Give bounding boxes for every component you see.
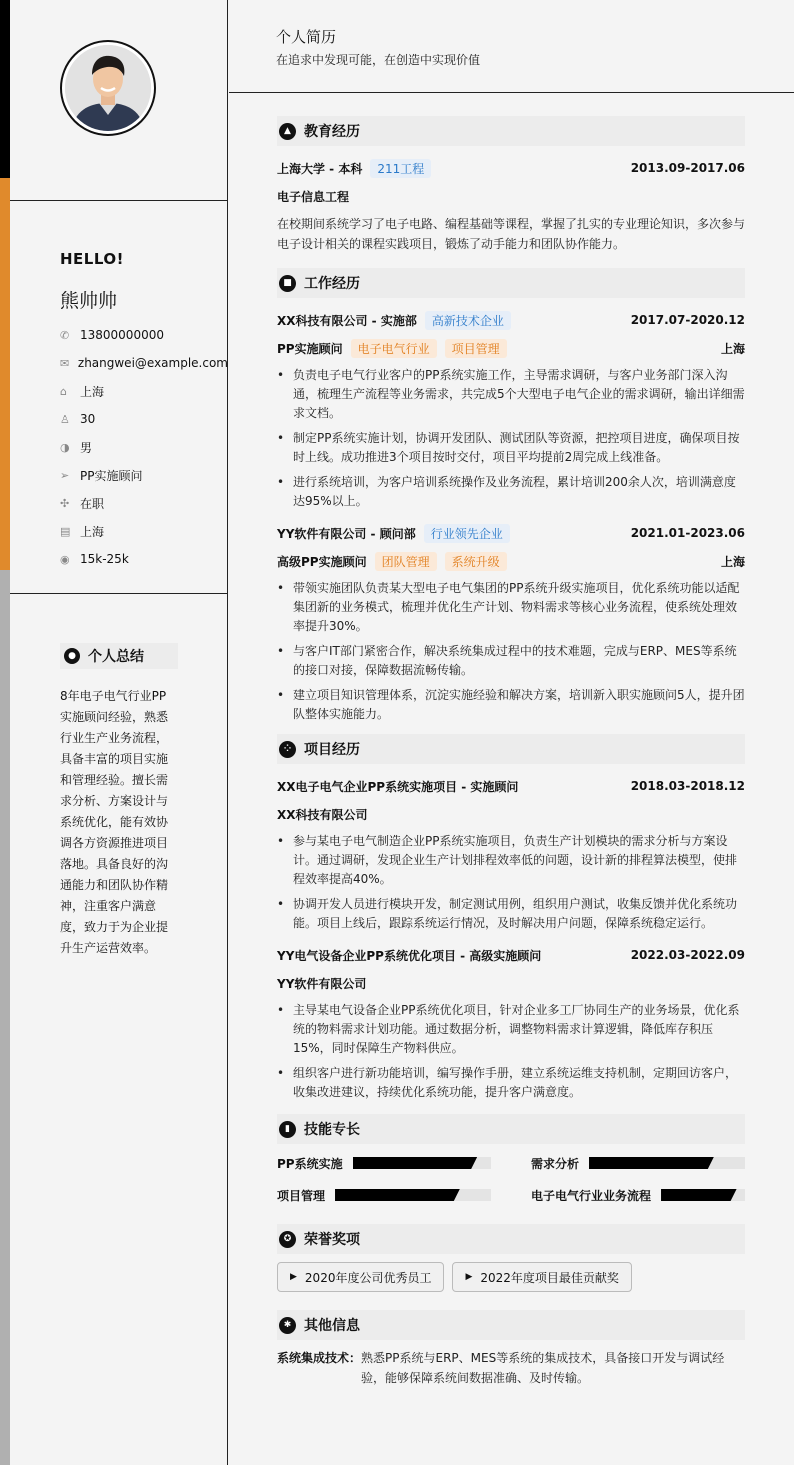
info-value: 在职 bbox=[80, 496, 105, 511]
school-tag: 211工程 bbox=[370, 159, 431, 178]
job-icon: ➢ bbox=[60, 468, 70, 482]
other-value: 熟悉PP系统与ERP、MES等系统的集成技术，具备接口开发与调试经验，能够保障系统间数据准确、及时传输。 bbox=[361, 1351, 725, 1385]
award-badge bbox=[277, 1262, 444, 1292]
education-date: 2013.09-2017.06 bbox=[630, 161, 745, 175]
school-name: 上海大学 - 本科 bbox=[277, 161, 363, 176]
hello-heading: HELLO! bbox=[60, 250, 124, 268]
major: 电子信息工程 bbox=[277, 189, 350, 204]
other-header bbox=[277, 1310, 745, 1340]
skills-title: 技能专长 bbox=[304, 1122, 360, 1138]
info-value: 上海 bbox=[80, 524, 105, 539]
project-company: YY软件有限公司 bbox=[277, 976, 367, 991]
award-label: 2022年度项目最佳贡献奖 bbox=[480, 1270, 619, 1285]
list-item: • 负责电子电气行业客户的PP系统实施工作，主导需求调研，与客户业务部门深入沟通，梳理生产流程等业务需求，共完成5个大型电子电气企业的需求调研，输出详细需求文档。 bbox=[277, 366, 745, 423]
summary-header bbox=[60, 643, 178, 669]
info-value: 15k-25k bbox=[80, 552, 129, 566]
list-item: • 进行系统培训，为客户培训系统操作及业务流程，累计培训200余人次，培训满意度达95%以上。 bbox=[277, 473, 745, 511]
projects-title: 项目经历 bbox=[304, 742, 360, 758]
play-icon: ▶ bbox=[290, 1272, 297, 1282]
project-header-row bbox=[277, 772, 745, 800]
project-header-row bbox=[277, 941, 745, 969]
city-icon: ▤ bbox=[60, 524, 71, 538]
graduation-cap-icon: ▲ bbox=[279, 123, 296, 140]
list-item: • 参与某电子电气制造企业PP系统实施项目，负责生产计划模块的需求分析与方案设计。通过调研，发现企业生产计划排程效率低的问题，设计新的排程算法模型，使排程效率提高40%。 bbox=[277, 832, 745, 889]
project-date: 2018.03-2018.12 bbox=[630, 779, 745, 793]
skill-bar bbox=[589, 1157, 745, 1169]
list-item: • 组织客户进行新功能培训，编写操作手册，建立系统运维支持机制，定期回访客户，收集改进建议，持续优化系统功能，提升客户满意度。 bbox=[277, 1064, 745, 1102]
role-tag: 电子电气行业 bbox=[351, 339, 437, 358]
role-tag: 项目管理 bbox=[445, 339, 507, 358]
salary-icon: ◉ bbox=[60, 552, 70, 566]
list-item: • 制定PP系统实施计划，协调开发团队、测试团队等资源，把控项目进度，确保项目按时上线。成功推进3个项目按时交付，项目平均提前2周完成上线准备。 bbox=[277, 429, 745, 467]
list-item: • 与客户IT部门紧密合作，解决系统集成过程中的技术难题，完成与ERP、MES等系统的接口对接，保障数据流畅传输。 bbox=[277, 642, 745, 680]
info-row bbox=[60, 377, 228, 405]
skill-item bbox=[531, 1184, 745, 1206]
awards-title: 荣誉奖项 bbox=[304, 1232, 360, 1248]
job-city: 上海 bbox=[720, 554, 745, 569]
grid-icon: ⁘ bbox=[279, 741, 296, 758]
divider bbox=[10, 593, 228, 594]
skills-grid bbox=[277, 1152, 745, 1206]
skill-name: 电子电气行业业务流程 bbox=[531, 1188, 652, 1203]
skill-bar-fill bbox=[589, 1157, 714, 1169]
summary-title: 个人总结 bbox=[88, 649, 144, 665]
skill-item bbox=[277, 1184, 491, 1206]
stripe-black bbox=[0, 0, 10, 178]
projects-header bbox=[277, 734, 745, 764]
skill-name: 需求分析 bbox=[531, 1156, 580, 1171]
info-value: 13800000000 bbox=[80, 328, 164, 342]
job-bullets bbox=[277, 579, 745, 724]
list-item: • 带领实施团队负责某大型电子电气集团的PP系统升级实施项目，优化系统功能以适配集团新的业务模式，梳理并优化生产计划、物料需求等核心业务流程，使系统处理效率提升30%。 bbox=[277, 579, 745, 636]
skill-name: 项目管理 bbox=[277, 1188, 326, 1203]
project-name: XX电子电气企业PP系统实施项目 - 实施顾问 bbox=[277, 779, 519, 794]
education-title: 教育经历 bbox=[304, 124, 360, 140]
project-company: XX科技有限公司 bbox=[277, 807, 368, 822]
awards-list bbox=[277, 1262, 745, 1292]
award-icon: ✪ bbox=[279, 1231, 296, 1248]
info-row bbox=[60, 461, 228, 489]
project-bullets bbox=[277, 832, 745, 933]
job-role: PP实施顾问 bbox=[277, 341, 343, 356]
job-role: 高级PP实施顾问 bbox=[277, 554, 367, 569]
info-row bbox=[60, 545, 228, 573]
company-name: XX科技有限公司 - 实施部 bbox=[277, 313, 417, 328]
skill-item bbox=[531, 1152, 745, 1174]
color-stripe bbox=[0, 0, 10, 1465]
info-row bbox=[60, 489, 228, 517]
skills-header bbox=[277, 1114, 745, 1144]
award-label: 2020年度公司优秀员工 bbox=[304, 1270, 432, 1285]
education-header bbox=[277, 116, 745, 146]
info-value: 30 bbox=[80, 412, 96, 426]
page-title: 个人简历 bbox=[276, 28, 337, 46]
user-icon: ● bbox=[64, 648, 80, 664]
skill-bar-fill bbox=[335, 1189, 460, 1201]
list-item: • 主导某电气设备企业PP系统优化项目，针对企业多工厂协同生产的业务场景，优化系统的物料需求计划功能。通过数据分析，调整物料需求计算逻辑，降低库存积压15%，同时保障生产物料供应。 bbox=[277, 1001, 745, 1058]
job-date: 2017.07-2020.12 bbox=[630, 313, 745, 327]
info-row bbox=[60, 349, 228, 377]
other-title: 其他信息 bbox=[304, 1318, 360, 1334]
role-tag: 系统升级 bbox=[445, 552, 507, 571]
divider bbox=[229, 92, 794, 93]
status-icon: ✣ bbox=[60, 496, 70, 510]
home-icon: ⌂ bbox=[60, 384, 67, 398]
list-item: • 协调开发人员进行模块开发，制定测试用例，组织用户测试，收集反馈并优化系统功能。项目上线后，跟踪系统运行情况，及时解决用户问题，保障系统稳定运行。 bbox=[277, 895, 745, 933]
project-name: YY电气设备企业PP系统优化项目 - 高级实施顾问 bbox=[277, 948, 542, 963]
play-icon: ▶ bbox=[465, 1272, 473, 1282]
summary-text: 8年电子电气行业PP实施顾问经验，熟悉行业生产业务流程，具备丰富的项目实施和管理经验。擅长需求分析、方案设计与系统优化，能有效协调各方资源推进项目落地。具备良好的沟通能力和团队协作精神，注重客户满意度，致力于为企业提升生产运营效率。 bbox=[60, 689, 169, 955]
job-header-row bbox=[277, 306, 745, 334]
stripe-gray bbox=[0, 570, 10, 1465]
info-value: 上海 bbox=[80, 384, 105, 399]
award-badge bbox=[452, 1262, 631, 1292]
skill-bar-fill bbox=[661, 1189, 737, 1201]
resume-sections bbox=[277, 116, 745, 1388]
sidebar bbox=[10, 0, 228, 1465]
skill-name: PP系统实施 bbox=[277, 1156, 343, 1171]
skill-item bbox=[277, 1152, 491, 1174]
project-bullets bbox=[277, 1001, 745, 1102]
info-icon: ✱ bbox=[279, 1317, 296, 1334]
avatar bbox=[60, 40, 156, 136]
other-item bbox=[277, 1348, 745, 1388]
job-role-row bbox=[277, 334, 745, 362]
skill-bar bbox=[335, 1189, 491, 1201]
work-header bbox=[277, 268, 745, 298]
info-row bbox=[60, 433, 228, 461]
avatar-photo bbox=[65, 45, 151, 131]
info-row bbox=[60, 517, 228, 545]
education-desc: 在校期间系统学习了电子电路、编程基础等课程，掌握了扎实的专业理论知识，多次参与电子设计相关的课程实践项目，锻炼了动手能力和团队协作能力。 bbox=[277, 217, 746, 251]
company-tag: 行业领先企业 bbox=[424, 524, 510, 543]
stripe-orange bbox=[0, 178, 10, 570]
person-name: 熊帅帅 bbox=[60, 290, 118, 312]
job-role-row bbox=[277, 547, 745, 575]
phone-icon: ✆ bbox=[60, 328, 70, 342]
info-row bbox=[60, 321, 228, 349]
info-row bbox=[60, 405, 228, 433]
bar-chart-icon: ▮ bbox=[279, 1121, 296, 1138]
main-content bbox=[229, 0, 794, 1465]
page-subtitle: 在追求中发现可能，在创造中实现价值 bbox=[276, 53, 481, 67]
gender-icon: ◑ bbox=[60, 440, 70, 454]
job-header-row bbox=[277, 519, 745, 547]
briefcase-icon: ■ bbox=[279, 275, 296, 292]
project-date: 2022.03-2022.09 bbox=[630, 948, 745, 962]
skill-bar bbox=[353, 1157, 491, 1169]
company-tag: 高新技术企业 bbox=[425, 311, 511, 330]
job-city: 上海 bbox=[720, 341, 745, 356]
job-bullets bbox=[277, 366, 745, 511]
info-value: 男 bbox=[80, 440, 93, 455]
skill-bar-fill bbox=[353, 1157, 478, 1169]
role-tag: 团队管理 bbox=[375, 552, 437, 571]
age-icon: ♙ bbox=[60, 412, 70, 426]
company-name: YY软件有限公司 - 顾问部 bbox=[277, 526, 416, 541]
info-value: zhangwei@example.com bbox=[77, 356, 228, 370]
list-item: • 建立项目知识管理体系，沉淀实施经验和解决方案，培训新入职实施顾问5人，提升团队整体实施能力。 bbox=[277, 686, 745, 724]
contact-info-list bbox=[60, 321, 228, 573]
info-value: PP实施顾问 bbox=[80, 468, 143, 483]
awards-header bbox=[277, 1224, 745, 1254]
mail-icon: ✉ bbox=[60, 356, 70, 370]
education-row bbox=[277, 154, 745, 182]
job-date: 2021.01-2023.06 bbox=[630, 526, 745, 540]
divider bbox=[10, 200, 228, 201]
other-key: 系统集成技术： bbox=[277, 1351, 362, 1365]
work-title: 工作经历 bbox=[304, 276, 360, 292]
work-list bbox=[277, 306, 745, 724]
project-list bbox=[277, 772, 745, 1102]
skill-bar bbox=[661, 1189, 745, 1201]
